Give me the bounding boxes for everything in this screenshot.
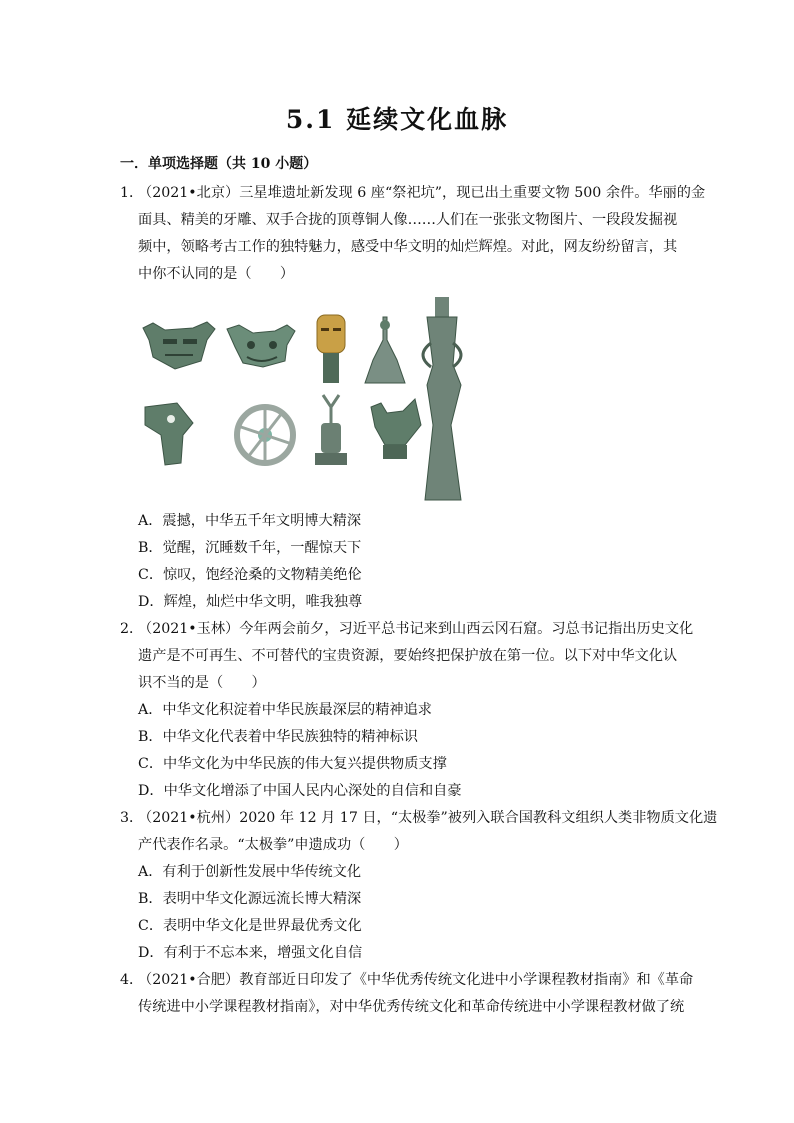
section-heading: 一．单项选择题（共 10 小题）	[120, 156, 318, 172]
bronze-beast-face-icon	[227, 325, 295, 367]
option-c: C．中华文化为中华民族的伟大复兴提供物质支撑	[138, 756, 447, 772]
option-b: B．表明中华文化源远流长博大精深	[138, 891, 362, 907]
option-d: D．辉煌，灿烂中华文明，唯我独尊	[138, 594, 363, 610]
question-text-line: 遗产是不可再生、不可替代的宝贵资源，要始终把保护放在第一位。以下对中华文化认	[138, 648, 678, 664]
bronze-figure-icon	[315, 395, 347, 465]
question-text-line: （2021•玉林）今年两会前夕，习近平总书记来到山西云冈石窟。习总书记指出历史文化	[138, 621, 694, 637]
option-b: B．中华文化代表着中华民族独特的精神标识	[138, 729, 418, 745]
question-3	[120, 805, 718, 859]
option-d: D．中华文化增添了中国人民内心深处的自信和自豪	[138, 783, 462, 799]
question-2	[120, 616, 694, 697]
bronze-mask-icon	[143, 322, 215, 369]
question-number: 1．	[120, 185, 144, 201]
question-text-line: （2021•合肥）教育部近日印发了《中华优秀传统文化进中小学课程教材指南》和《革命	[138, 972, 694, 988]
question-text-line: 面具、精美的牙雕、双手合拢的顶尊铜人像……人们在一张张文物图片、一段段发掘视	[138, 212, 678, 228]
question-text-line: 频中，领略考古工作的独特魅力，感受中华文明的灿烂辉煌。对此，网友纷纷留言，其	[138, 239, 678, 255]
option-c: C．表明中华文化是世界最优秀文化	[138, 918, 362, 934]
page-title: 5.1 延续文化血脉	[285, 105, 509, 134]
question-text-line: 产代表作名录。“太极拳”申遗成功（ ）	[138, 837, 408, 853]
bronze-wheel-icon	[237, 407, 293, 463]
question-text-line: 识不当的是（ ）	[138, 675, 266, 691]
option-a: A．有利于创新性发展中华传统文化	[138, 864, 362, 880]
sanxingdui-artifacts-figure	[135, 295, 480, 505]
bronze-tall-statue-icon	[423, 297, 461, 500]
question-text-line: （2021•北京）三星堆遗址新发现 6 座“祭祀坑”，现已出土重要文物 500 余件。华丽的金	[138, 185, 706, 201]
option-b: B．觉醒，沉睡数千年，一醒惊天下	[138, 540, 362, 556]
artifacts-image	[135, 295, 480, 505]
option-a: A．中华文化积淀着中华民族最深层的精神追求	[138, 702, 432, 718]
bronze-bird-head-icon	[145, 403, 193, 465]
option-d: D．有利于不忘本来，增强文化自信	[138, 945, 363, 961]
gold-mask-head-icon	[317, 315, 345, 383]
question-text-line: （2021•杭州）2020 年 12 月 17 日，“太极拳”被列入联合国教科文组织人类非物质文化遗	[138, 810, 718, 826]
question-number: 2．	[120, 621, 144, 637]
option-c: C．惊叹，饱经沧桑的文物精美绝伦	[138, 567, 362, 583]
question-number: 4．	[120, 972, 144, 988]
option-a: A．震撼，中华五千年文明博大精深	[138, 513, 362, 529]
question-4	[120, 967, 694, 1021]
question-text-line: 传统进中小学课程教材指南》，对中华优秀传统文化和革命传统进中小学课程教材做了统	[138, 999, 685, 1015]
bronze-ornament-icon	[365, 317, 405, 383]
bronze-rooster-icon	[371, 399, 421, 459]
question-1	[120, 180, 706, 288]
question-text-line: 中你不认同的是（ ）	[138, 266, 295, 282]
question-number: 3．	[120, 810, 144, 826]
